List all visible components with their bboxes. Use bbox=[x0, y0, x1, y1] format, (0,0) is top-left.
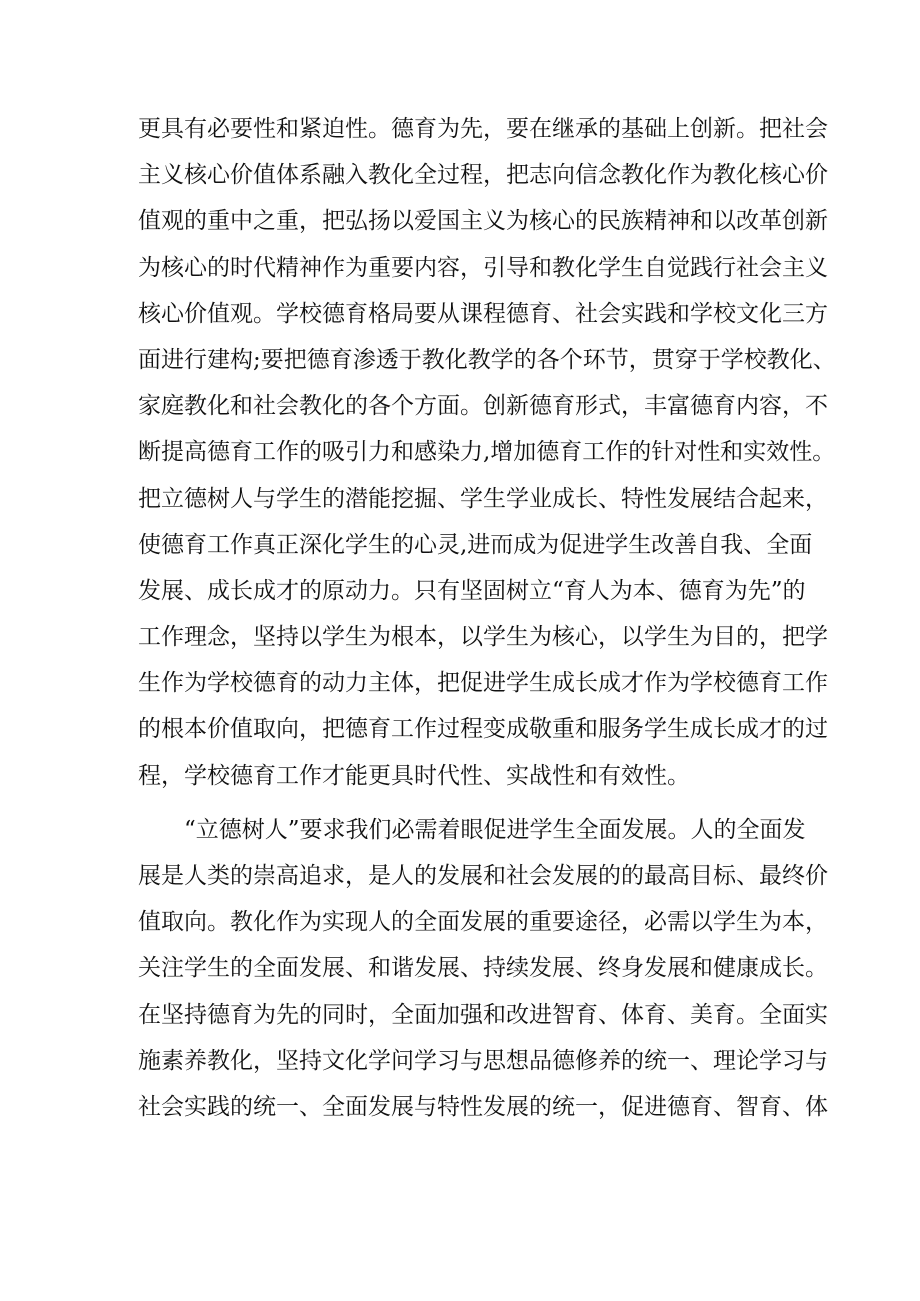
text-line: 展是人类的崇高追求，是人的发展和社会发展的的最高目标、最终价 bbox=[138, 863, 828, 889]
text-line: 发展、成长成才的原动力。只有坚固树立“育人为本、德育为先”的 bbox=[138, 577, 806, 604]
text-line: 值取向。教化作为实现人的全面发展的重要途径，必需以学生为本， bbox=[138, 909, 828, 936]
text-line: 把立德树人与学生的潜能挖掘、学生学业成长、特性发展结合起来， bbox=[138, 485, 828, 512]
document-body bbox=[138, 106, 836, 1130]
text-line: 核心价值观。学校德育格局要从课程德育、社会实践和学校文化三方 bbox=[138, 300, 828, 327]
text-line: 家庭教化和社会教化的各个方面。创新德育形式，丰富德育内容，不 bbox=[138, 393, 828, 420]
text-line: 面进行建构;要把德育渗透于教化教学的各个环节，贯穿于学校教化、 bbox=[138, 346, 836, 373]
text-line: 在坚持德育为先的同时，全面加强和改进智育、体育、美育。全面实 bbox=[138, 1001, 828, 1028]
text-line: 生作为学校德育的动力主体，把促进学生成长成才作为学校德育工作 bbox=[138, 670, 828, 697]
text-line: 关注学生的全面发展、和谐发展、持续发展、终身发展和健康成长。 bbox=[138, 955, 828, 982]
text-line: 施素养教化，坚持文化学问学习与思想品德修养的统一、理论学习与 bbox=[138, 1047, 828, 1074]
paragraph-1 bbox=[138, 106, 836, 799]
text-line: 为核心的时代精神作为重要内容，引导和教化学生自觉践行社会主义 bbox=[138, 254, 828, 281]
paragraph-spacer bbox=[138, 799, 784, 807]
text-line: 的根本价值取向，把德育工作过程变成敬重和服务学生成长成才的过 bbox=[138, 716, 828, 743]
text-line: 值观的重中之重，把弘扬以爱国主义为核心的民族精神和以改革创新 bbox=[138, 208, 828, 235]
paragraph-2 bbox=[138, 807, 828, 1130]
text-line: 更具有必要性和紧迫性。德育为先，要在继承的基础上创新。把社会 bbox=[138, 116, 828, 142]
text-line-last: 程，学校德育工作才能更具时代性、实战性和有效性。 bbox=[138, 762, 690, 789]
text-line: 主义核心价值体系融入教化全过程，把志向信念教化作为教化核心价 bbox=[138, 162, 828, 189]
text-line: 使德育工作真正深化学生的心灵,进而成为促进学生改善自我、全面 bbox=[138, 531, 813, 558]
text-line: 工作理念，坚持以学生为根本，以学生为核心，以学生为目的，把学 bbox=[138, 624, 828, 651]
text-line: 断提高德育工作的吸引力和感染力,增加德育工作的针对性和实效性。 bbox=[138, 439, 836, 466]
text-line-indented: “立德树人”要求我们必需着眼促进学生全面发展。人的全面发 bbox=[184, 816, 806, 843]
text-line: 社会实践的统一、全面发展与特性发展的统一，促进德育、智育、体 bbox=[138, 1093, 828, 1120]
